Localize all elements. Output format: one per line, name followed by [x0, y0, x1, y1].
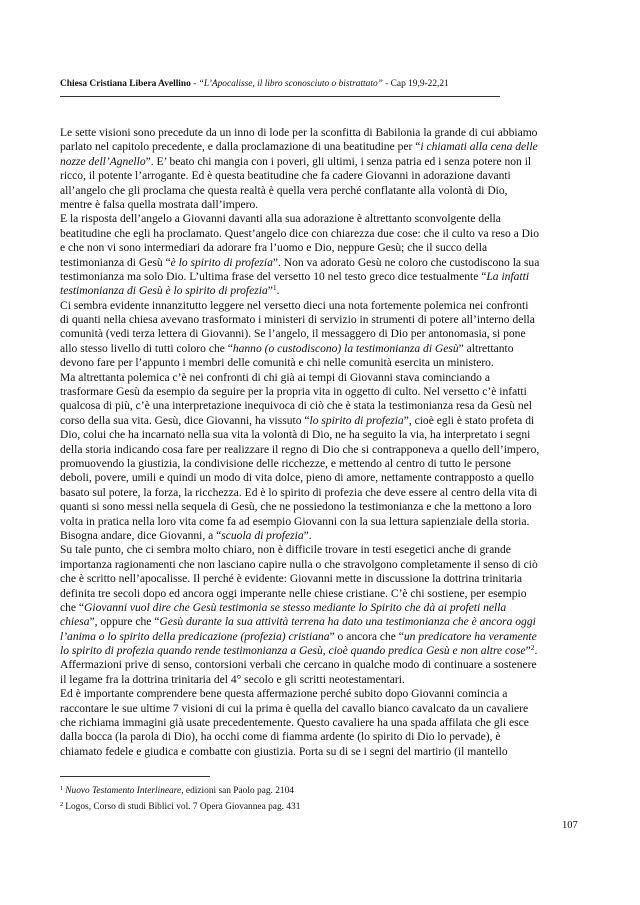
text-run: volta in pratica nella loro vita come fa ad esempio Giovanni con la sua lettura sapienziale della storia.: [60, 515, 530, 528]
text-run: Ed è importante comprendere bene questa affermazione perché subito dopo Giovanni comincia a: [60, 688, 508, 701]
text-run: Le sette visioni sono precedute da un inno di lode per la sconfitta di Babilonia la grande di cui abbiamo: [60, 127, 538, 139]
footnote-number: 1: [60, 785, 64, 792]
text-line: [60, 457, 580, 471]
text-run: importanza ragionamenti che non lasciano capire nulla o che stravolgono completamente il senso di ciò: [60, 558, 538, 571]
text-run: promuovendo la giustizia, la condivisione delle ricchezze, e mettendo al centro di tutto le persone: [60, 457, 511, 470]
text-run: ” altrettanto: [458, 342, 514, 355]
text-line: [60, 198, 580, 212]
text-run: definita tre secoli dopo ed ancora oggi imperante nelle chiese cristiane. C’è chi sostiene, per esempio: [60, 587, 527, 600]
text-run: testimonianza ma solo Dio. L’ultima frase del versetto 10 nel testo greco dice testualmente “: [60, 270, 487, 283]
text-line: [60, 543, 580, 557]
text-line: [60, 356, 580, 370]
italic-text: chiesa: [60, 616, 90, 629]
text-run: Su tale punto, che ci sembra molto chiaro, non è difficile trovare in testi esegetici anche di grande: [60, 544, 511, 557]
text-line: [60, 615, 580, 629]
footnote: [60, 782, 520, 798]
text-run: basato sul potere, la forza, la ricchezza. Ed è lo spirito di profezia che deve essere al centro della vita di: [60, 486, 538, 499]
text-line: [60, 630, 580, 644]
footnote-ref: 2: [530, 643, 535, 653]
text-line: [60, 270, 580, 284]
text-run: quanti si sono messi nella sequela di Gesù, che ne possiedono la testimonianza e che la mettono a loro: [60, 501, 532, 514]
text-line: [60, 169, 580, 183]
footnote-title: Nuovo Testamento Interlineare: [65, 786, 182, 796]
text-line: [60, 500, 580, 514]
text-line: [60, 471, 580, 485]
footnote: [60, 798, 520, 814]
italic-text: Gesù durante la sua attività terrena ha dato una testimonianza che è ancora oggi: [159, 616, 536, 629]
text-line: [60, 702, 580, 716]
text-run: della storia indicando cosa fare per realizzare il regno di Dio che si contrapponeva a quello dell’impero,: [60, 443, 540, 456]
text-run: Dio, colui che ha incarnato nella sua vita la volontà di Dio, ne ha seguito la via, ha interpretato i segni: [60, 429, 531, 442]
text-line: [60, 227, 580, 241]
italic-text: La infatti: [486, 270, 530, 283]
text-line: [60, 299, 580, 313]
text-line: [60, 443, 580, 457]
text-line: [60, 212, 580, 226]
text-run: dalla bocca (la parola di Dio), ha occhi come di fiamma ardente (lo spirito di Dio lo pervade), è: [60, 731, 501, 744]
text-line: [60, 241, 580, 255]
text-line: [60, 572, 580, 586]
text-run: che è scritto nell’apocalisse. Il perché è evidente: Giovanni mette in discussione la dottrina trinitaria: [60, 573, 523, 586]
text-run: Bisogna andare, dice Giovanni, a “: [60, 529, 222, 542]
italic-text: è lo spirito di profezia: [170, 256, 273, 269]
text-line: [60, 313, 580, 327]
body-text: [60, 126, 580, 759]
text-run: ”, cioè egli è stato profeta di: [403, 414, 535, 427]
text-run: mentre è falsa quella mostrata dall’impero.: [60, 198, 259, 211]
italic-text: l’anima o lo spirito della predicazione (profezia) cristiana: [60, 630, 330, 643]
text-line: [60, 126, 580, 140]
italic-text: lo spirito di profezia: [309, 414, 404, 427]
text-line: [60, 515, 580, 529]
text-line: [60, 284, 580, 298]
text-line: [60, 745, 580, 759]
footnote-text: Logos, Corso di studi Biblici vol. 7 Opera Giovannea pag. 431: [65, 802, 301, 812]
italic-text: un predicatore ha veramente: [403, 630, 537, 643]
text-run: ” o ancora che “: [329, 630, 404, 643]
text-run: trasformare Gesù da esempio da seguire per la propria vita in oggetto di culto. Nel versetto c’è infatti: [60, 386, 527, 399]
text-run: .: [276, 285, 280, 298]
footnotes: [60, 782, 520, 814]
text-line: [60, 587, 580, 601]
text-line: [60, 371, 580, 385]
italic-text: lo spirito di profezia quando rende testimonianza a Gesù, cioè quando predica Gesù e non altre cose: [60, 645, 526, 658]
text-run: parlato nel capitolo precedente, e dalla proclamazione di una beatitudine per “: [60, 141, 421, 154]
text-run: che richiama immagini già usate precedentemente. Questo cavaliere ha una spada affilata che gli esce: [60, 717, 529, 730]
text-run: il legame fra la dottrina trinitaria del 4° secolo e gli scritti neotestamentari.: [60, 673, 405, 686]
text-run: ”. Non va adorato Gesù ne coloro che custodiscono la sua: [272, 256, 540, 269]
running-header: [60, 79, 530, 90]
italic-text: hanno (o custodiscono) la testimonianza di Gesù: [232, 342, 459, 355]
text-run: ”. E’ beato chi mangia con i poveri, gli ultimi, i senza patria ed i senza potere non il: [145, 155, 532, 168]
text-run: ”: [525, 645, 531, 658]
text-run: all’angelo che gli proclama che questa realtà è quella vera perché conflatante alla volontà di Dio,: [60, 184, 508, 197]
text-line: [60, 342, 580, 356]
text-line: [60, 673, 580, 687]
text-run: Ma altrettanta polemica c’è nei confronti di chi già ai tempi di Giovanni stava cominciando a: [60, 371, 490, 384]
italic-text: i chiamati alla cena delle: [420, 141, 538, 154]
text-line: [60, 529, 580, 543]
footnote-divider: [60, 776, 210, 777]
italic-text: nozze dell’Agnello: [60, 155, 146, 168]
text-line: [60, 428, 580, 442]
text-run: allo stesso livello di tutti coloro che “: [60, 342, 233, 355]
header-divider: [60, 96, 500, 97]
text-run: Ci sembra evidente innanzitutto leggere nel versetto dieci una nota fortemente polemica nei confronti: [60, 299, 529, 312]
text-run: ”: [267, 285, 273, 298]
text-run: e che non vi sono intermediari da adorare fra l’uomo e Dio, neppure Gesù; che il succo della: [60, 242, 488, 255]
text-line: [60, 486, 580, 500]
text-line: [60, 558, 580, 572]
text-run: che “: [60, 601, 85, 614]
header-book-title: “L’Apocalisse, il libro sconosciuto o bistrattato”: [198, 79, 383, 89]
italic-text: scuola di profezia: [221, 529, 304, 542]
text-line: [60, 385, 580, 399]
italic-text: Giovanni vuol dire che Gesù testimonia se stesso mediante lo Spirito che dà ai profeti nella: [84, 601, 507, 614]
text-run: deboli, povere, umili e quindi un modo di vita dolce, pieno di amore, nettamente contrapposto a quello: [60, 472, 534, 485]
text-run: ricco, il potente l’arrogante. Ed è questa beatitudine che fa cadere Giovanni in adorazione davanti: [60, 170, 511, 183]
text-run: Affermazioni prive di senso, contorsioni verbali che cercano in qualche modo di continuare a sostenere: [60, 659, 537, 672]
text-line: [60, 327, 580, 341]
text-line: [60, 184, 580, 198]
text-line: [60, 155, 580, 169]
text-run: beatitudine che egli ha proclamato. Quest’angelo dice con chiarezza due cose: che il culto va reso a Dio: [60, 227, 539, 240]
footnote-number: 2: [60, 801, 64, 808]
text-run: corso della sua vita. Gesù, dice Giovanni, ha vissuto “: [60, 414, 310, 427]
text-line: [60, 256, 580, 270]
italic-text: testimonianza di Gesù è lo spirito di profezia: [60, 285, 268, 298]
header-organization: Chiesa Cristiana Libera Avellino: [60, 79, 191, 89]
text-run: comunità (vedi terza lettera di Giovanni). Se l’angelo, il messaggero di Dio per antonomasia, si pone: [60, 328, 526, 341]
text-run: ”, oppure che “: [89, 616, 160, 629]
text-run: ”.: [303, 529, 312, 542]
text-run: devono fare per l’appunto i membri delle comunità e chi nelle comunità esercita un ministero.: [60, 357, 494, 370]
text-line: [60, 716, 580, 730]
text-line: [60, 601, 580, 615]
page-number: 107: [562, 820, 578, 831]
text-run: .: [534, 645, 538, 658]
text-line: [60, 399, 580, 413]
text-line: [60, 644, 580, 658]
header-separator: -: [190, 79, 199, 89]
text-line: [60, 140, 580, 154]
text-line: [60, 730, 580, 744]
text-run: E la risposta dell’angelo a Giovanni davanti alla sua adorazione è altrettanto sconvolgente della: [60, 213, 501, 226]
text-line: [60, 658, 580, 672]
text-run: testimonianza di Gesù “: [60, 256, 171, 269]
footnote-ref: 1: [272, 283, 277, 293]
footnote-text: , edizioni san Paolo pag. 2104: [181, 786, 294, 796]
text-run: raccontare le sue ultime 7 visioni di cui la prima è quella del cavallo bianco cavalcato da un cavaliere: [60, 702, 529, 715]
text-line: [60, 414, 580, 428]
header-chapter: - Cap 19,9-22,21: [382, 79, 449, 89]
text-run: chiamato fedele e giudica e combatte con giustizia. Porta su di se i segni del martirio (il mantello: [60, 745, 508, 758]
text-line: [60, 687, 580, 701]
text-run: di quanti nella chiesa avevano trasformato i ministeri di servizio in strumenti di potere all’interno della: [60, 314, 535, 327]
text-run: qualcosa di più, c’è una interpretazione inequivoca di ciò che è stata la testimonianza resa da Gesù nel: [60, 400, 532, 413]
